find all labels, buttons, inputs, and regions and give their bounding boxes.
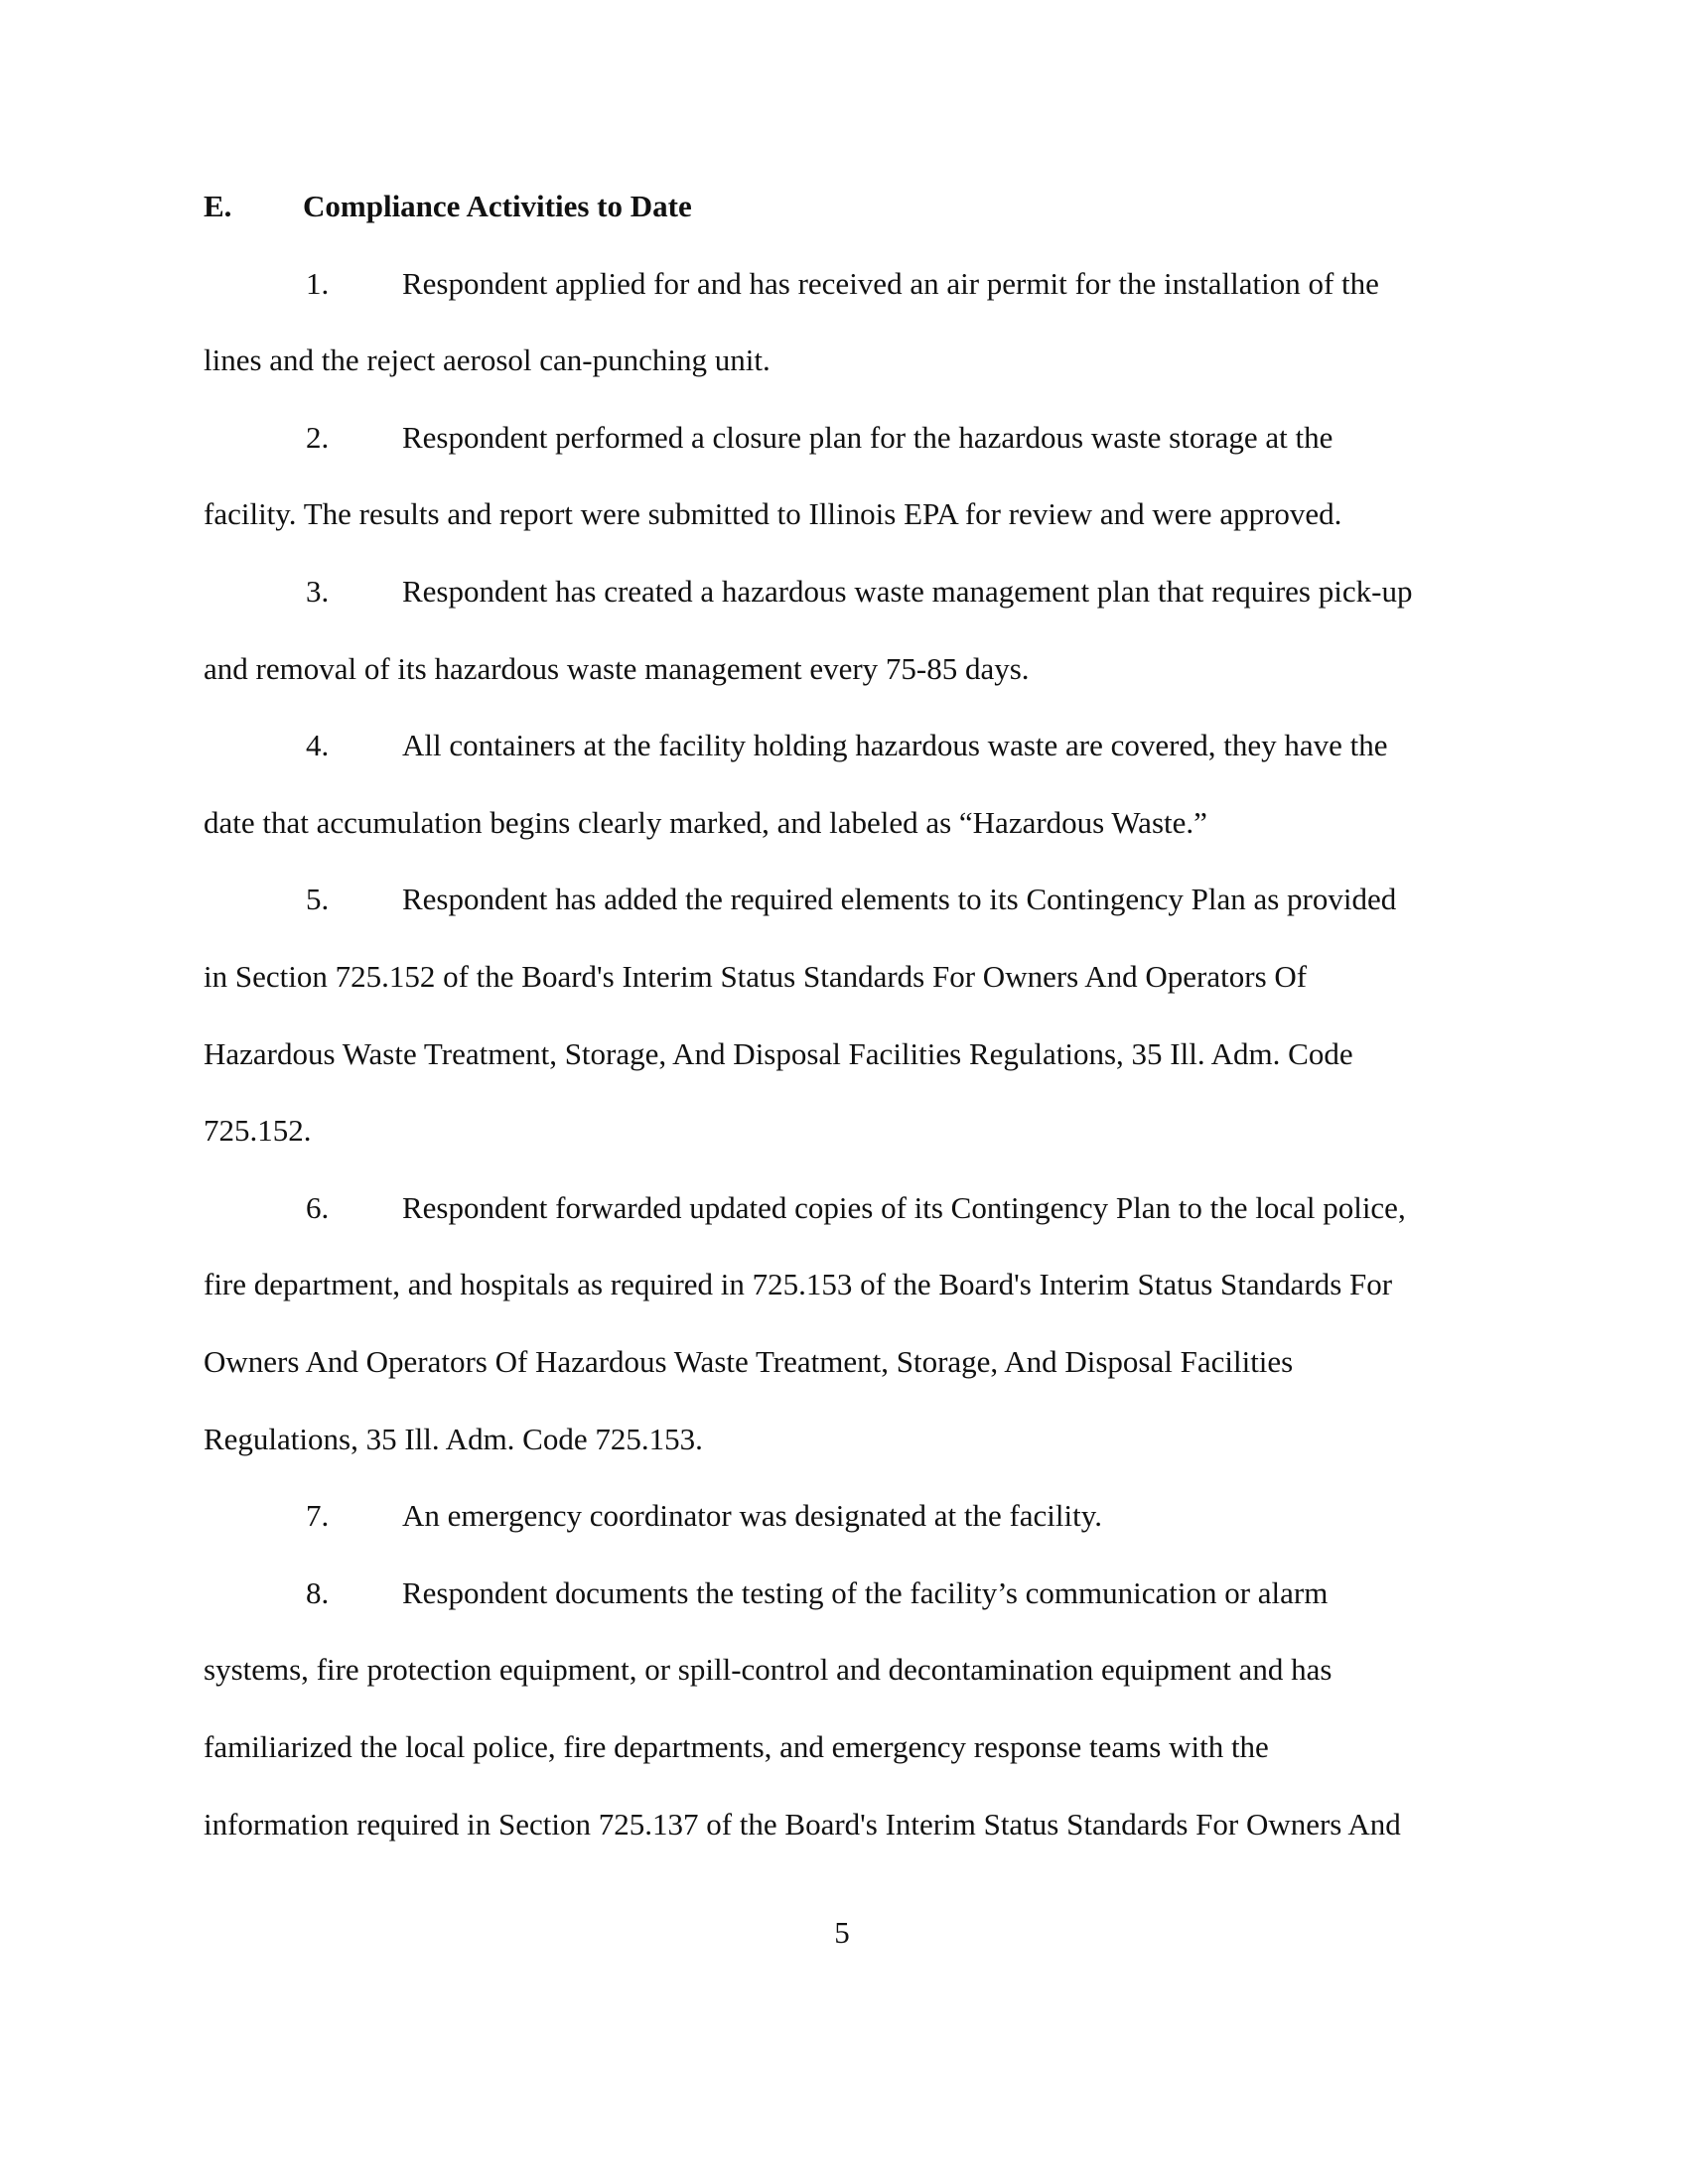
paragraph-number: 6. <box>306 1189 330 1225</box>
paragraph-number: 7. <box>306 1498 330 1534</box>
paragraph-number: 8. <box>306 1574 330 1610</box>
paragraph-line: All containers at the facility holding hazardous waste are covered, they have the <box>402 728 1388 763</box>
paragraph-line: Owners And Operators Of Hazardous Waste Treatment, Storage, And Disposal Facilities <box>204 1344 1294 1379</box>
paragraph-line: Respondent documents the testing of the facility’s communication or alarm <box>402 1574 1329 1610</box>
paragraph-line: information required in Section 725.137 of the Board's Interim Status Standards For Owners And <box>204 1806 1401 1842</box>
paragraph-number: 4. <box>306 728 330 763</box>
paragraph-line: Respondent has added the required elements to its Contingency Plan as provided <box>402 882 1397 917</box>
section-title: Compliance Activities to Date <box>303 189 692 223</box>
paragraph-line: in Section 725.152 of the Board's Interim Status Standards For Owners And Operators Of <box>204 959 1308 994</box>
paragraph-line: lines and the reject aerosol can-punching unit. <box>204 342 771 378</box>
page-number: 5 <box>834 1915 850 1950</box>
section-letter: E. <box>204 189 232 223</box>
paragraph-line: Regulations, 35 Ill. Adm. Code 725.153. <box>204 1421 703 1456</box>
paragraph-line: Respondent performed a closure plan for the hazardous waste storage at the <box>402 419 1333 455</box>
paragraph-line: Hazardous Waste Treatment, Storage, And Disposal Facilities Regulations, 35 Ill. Adm. Code <box>204 1035 1353 1071</box>
paragraph-line: systems, fire protection equipment, or spill-control and decontamination equipment and has <box>204 1652 1333 1688</box>
paragraph-number: 3. <box>306 574 330 609</box>
paragraph-line: Respondent has created a hazardous waste management plan that requires pick-up <box>402 574 1413 609</box>
paragraph-number: 2. <box>306 419 330 455</box>
paragraph-number: 1. <box>306 265 330 301</box>
paragraph-line: An emergency coordinator was designated at the facility. <box>402 1498 1102 1534</box>
paragraph-line: Respondent applied for and has received an air permit for the installation of the <box>402 265 1379 301</box>
paragraph-line: date that accumulation begins clearly marked, and labeled as “Hazardous Waste.” <box>204 804 1207 840</box>
paragraph-line: and removal of its hazardous waste management every 75-85 days. <box>204 650 1030 686</box>
paragraph-number: 5. <box>306 882 330 917</box>
paragraph-line: fire department, and hospitals as required in 725.153 of the Board's Interim Status Standards For <box>204 1267 1393 1302</box>
paragraph-line: 725.152. <box>204 1113 312 1149</box>
paragraph-line: facility. The results and report were submitted to Illinois EPA for review and were approved. <box>204 496 1342 532</box>
paragraph-line: familiarized the local police, fire departments, and emergency response teams with the <box>204 1729 1269 1764</box>
paragraph-line: Respondent forwarded updated copies of its Contingency Plan to the local police, <box>402 1189 1406 1225</box>
